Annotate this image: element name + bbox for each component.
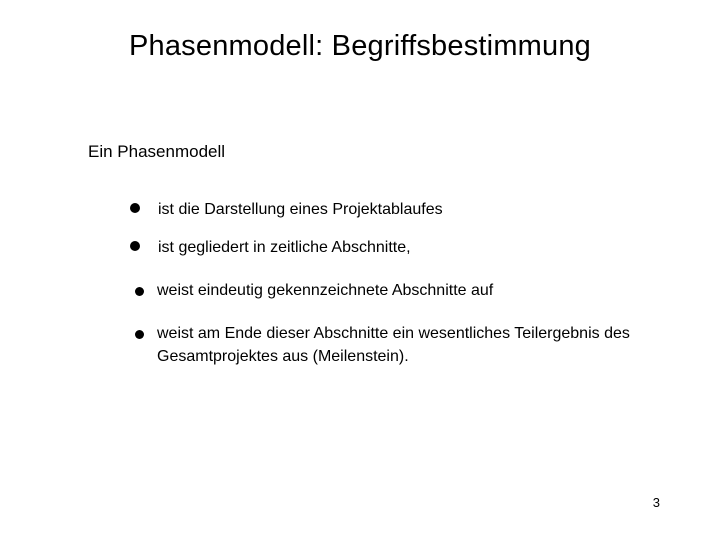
intro-text: Ein Phasenmodell — [88, 142, 226, 161]
slide-title: Phasenmodell: Begriffsbestimmung — [128, 30, 592, 62]
bullet-dot-icon — [130, 203, 140, 213]
bullet-text: weist eindeutig gekennzeichnete Abschnitte auf — [157, 282, 494, 299]
bullet-item — [128, 198, 648, 221]
bullet-list — [128, 198, 648, 368]
bullet-dot-icon — [135, 330, 144, 339]
bullet-dot-icon — [135, 287, 144, 296]
bullet-text: weist am Ende dieser Abschnitte ein wesentliches Teilergebnis des Gesamtprojektes aus (Meilenstein). — [157, 325, 630, 365]
page-number: 3 — [652, 495, 660, 510]
bullet-item — [128, 322, 648, 368]
bullet-text: ist gegliedert in zeitliche Abschnitte, — [158, 239, 411, 256]
bullet-item — [128, 279, 648, 302]
bullet-text: ist die Darstellung eines Projektablaufes — [158, 201, 443, 218]
bullet-dot-icon — [130, 241, 140, 251]
bullet-item — [128, 236, 648, 259]
